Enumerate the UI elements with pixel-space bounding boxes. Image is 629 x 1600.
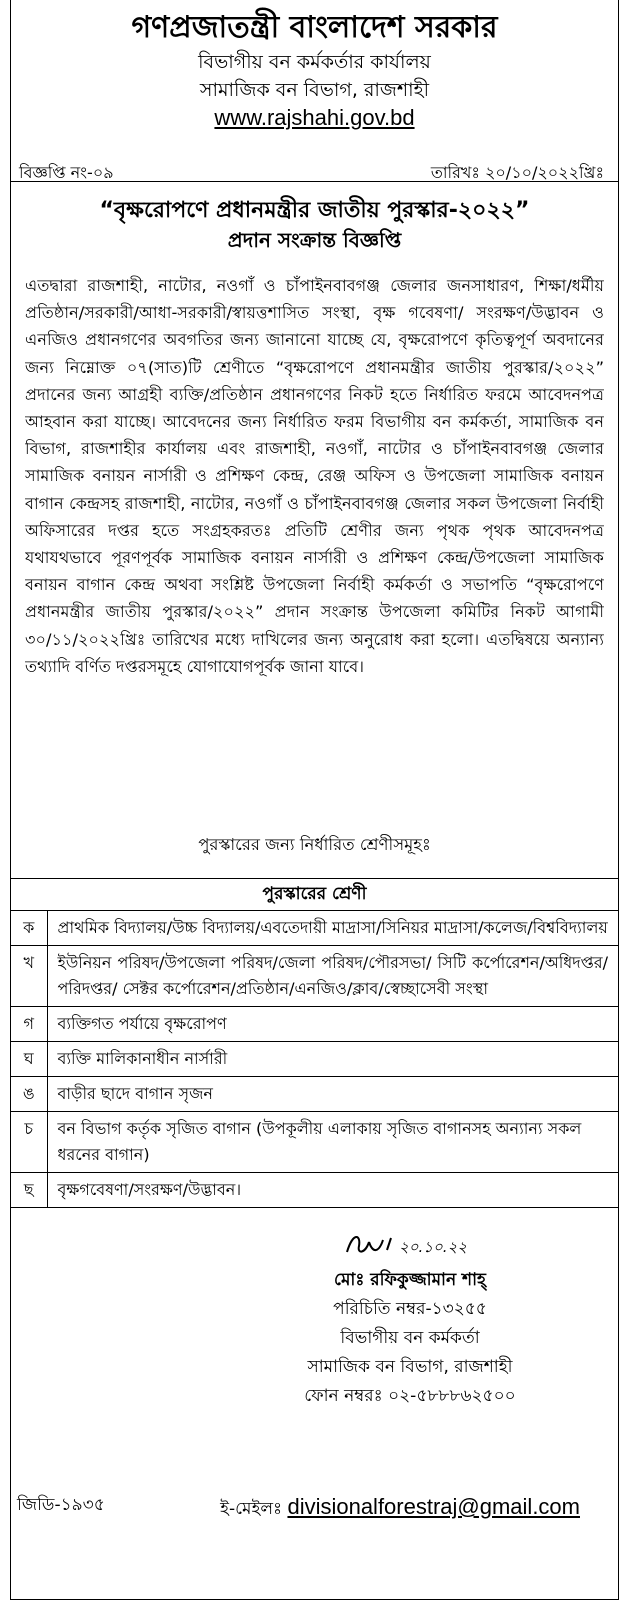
table-row — [11, 1112, 618, 1173]
category-letter: ঙ — [11, 1077, 47, 1112]
email-link[interactable]: divisionalforestraj@gmail.com — [287, 1494, 580, 1519]
notice-headline — [11, 196, 618, 254]
email-line — [220, 1494, 580, 1524]
notice-date: তারিখঃ ২০/১০/২০২২খ্রিঃ — [430, 163, 604, 182]
category-letter: ঘ — [11, 1042, 47, 1077]
category-text: বাড়ীর ছাদে বাগান সৃজন — [47, 1077, 618, 1112]
category-text: বন বিভাগ কর্তৃক সৃজিত বাগান (উপকূলীয় এলাকায় সৃজিত বাগানসহ অন্যান্য সকল ধরনের বাগান) — [47, 1112, 618, 1173]
table-header: পুরস্কারের শ্রেণী — [11, 879, 618, 911]
signature-date: ২০.১০.২২ — [399, 1238, 468, 1256]
office-name: বিভাগীয় বন কর্মকর্তার কার্যালয় — [198, 51, 431, 73]
table-row — [11, 1173, 618, 1208]
notice-body: এতদ্বারা রাজশাহী, নাটোর, নওগাঁ ও চাঁপাইনবাবগঞ্জ জেলার জনসাধারণ, শিক্ষা/ধর্মীয় প্রতিষ্ঠান/সরকারী/আধা-সরকারী/স্বায়ত্তশাসিত সংস্থা, বৃক্ষ গবেষণা/ সংরক্ষণ/উদ্ভাবন ও এনজিও প্রধানগণের অবগতির জন্য জানানো যাচ্ছে যে, বৃক্ষরোপণে কৃতিত্বপূর্ণ অবদানের জন্য নিম্নোক্ত ০৭(সাত)টি শ্রেণীতে “বৃক্ষরোপণে প্রধানমন্ত্রীর জাতীয় পুরস্কার/২০২২” প্রদানের জন্য আগ্রহী ব্যক্তি/প্রতিষ্ঠান প্রধানগণের নিকট হতে নির্ধারিত ফরমে আবেদনপত্র আহবান করা যাচ্ছে। আবেদনের জন্য নির্ধারিত ফরম বিভাগীয় বন কর্মকর্তা, সামাজিক বন বিভাগ, রাজশাহীর কার্যালয় এবং রাজশাহী, নওগাঁ, নাটোর ও চাঁপাইনবাবগঞ্জ জেলার সামাজিক বনায়ন নার্সারী ও প্রশিক্ষণ কেন্দ্র, রেঞ্জ অফিস ও উপজেলা সামাজিক বনায়ন বাগান কেন্দ্রসহ রাজশাহী, নাটোর, নওগাঁ ও চাঁপাইনবাবগঞ্জ জেলার সকল উপজেলা নির্বাহী অফিসারের দপ্তর হতে সংগ্রহকরতঃ প্রতিটি শ্রেণীর জন্য পৃথক পৃথক আবেদনপত্র যথাযথভাবে পূরণপূর্বক সামাজিক বনায়ন নার্সারী ও প্রশিক্ষণ কেন্দ্র/উপজেলা সামাজিক বনায়ন বাগান কেন্দ্র অথবা সংশ্লিষ্ট উপজেলা নির্বাহী কর্মকর্তা ও সভাপতি “বৃক্ষরোপণে প্রধানমন্ত্রীর জাতীয় পুরস্কার/২০২২” প্রদান সংক্রান্ত উপজেলা কমিটির নিকট আগামী ৩০/১১/২০২২খ্রিঃ তারিখের মধ্যে দাখিলের জন্য অনুরোধ করা হলো। এতদ্বিষয়ে অন্যান্য তথ্যাদি বর্ণিত দপ্তরসমূহে যোগাযোগপূর্বক জানা যাবে। — [25, 276, 604, 676]
category-letter: ছ — [11, 1173, 47, 1208]
table-row — [11, 911, 618, 946]
notice-number: বিজ্ঞপ্তি নং-০৯ — [19, 163, 114, 182]
signature-block — [11, 1208, 618, 1528]
category-text: ইউনিয়ন পরিষদ/উপজেলা পরিষদ/জেলা পরিষদ/পৌরসভা/ সিটি কর্পোরেশন/অধিদপ্তর/পরিদপ্তর/ সেক্টর কর্পোরেশন/প্রতিষ্ঠান/এনজিও/ক্লাব/স্বেচ্ছাসেবী সংস্থা — [47, 946, 618, 1007]
category-letter: চ — [11, 1112, 47, 1173]
signatory-designation: বিভাগীয় বন কর্মকর্তা — [340, 1328, 480, 1348]
division-name: সামাজিক বন বিভাগ, রাজশাহী — [199, 79, 430, 101]
notice-page — [10, 0, 619, 1600]
table-row — [11, 1077, 618, 1112]
notice-meta — [11, 138, 618, 182]
letterhead — [11, 0, 618, 132]
signatory-details — [250, 1266, 570, 1411]
categories-table — [11, 878, 618, 1208]
category-text: বৃক্ষগবেষণা/সংরক্ষণ/উদ্ভাবন। — [47, 1173, 618, 1208]
table-row — [11, 946, 618, 1007]
category-letter: গ — [11, 1007, 47, 1042]
table-row — [11, 1007, 618, 1042]
table-header-row — [11, 879, 618, 911]
headline-title: “বৃক্ষরোপণে প্রধানমন্ত্রীর জাতীয় পুরস্কার-২০২২” — [99, 198, 530, 223]
signatory-name: মোঃ রফিকুজ্জামান শাহ্ — [334, 1270, 486, 1290]
signatory-phone: ফোন নম্বরঃ ০২-৫৮৮৮৬২৫০০ — [304, 1386, 516, 1406]
government-title: গণপ্রজাতন্ত্রী বাংলাদেশ সরকার — [131, 10, 498, 45]
category-letter: খ — [11, 946, 47, 1007]
email-label: ই-মেইলঃ — [220, 1499, 283, 1519]
signatory-id: পরিচিতি নম্বর-১৩২৫৫ — [333, 1299, 487, 1319]
category-text: ব্যক্তি মালিকানাধীন নার্সারী — [47, 1042, 618, 1077]
table-row — [11, 1042, 618, 1077]
signatory-office: সামাজিক বন বিভাগ, রাজশাহী — [307, 1357, 513, 1377]
category-text: প্রাথমিক বিদ্যালয়/উচ্চ বিদ্যালয়/এবতেদায়ী মাদ্রাসা/সিনিয়র মাদ্রাসা/কলেজ/বিশ্ববিদ্যালয় — [47, 911, 618, 946]
category-letter: ক — [11, 911, 47, 946]
website-link[interactable]: www.rajshahi.gov.bd — [214, 105, 415, 130]
handwritten-signature — [343, 1224, 473, 1264]
gd-number: জিডি-১৯৩৫ — [17, 1495, 105, 1515]
categories-caption: পুরস্কারের জন্য নির্ধারিত শ্রেণীসমূহঃ — [198, 835, 431, 854]
category-text: ব্যক্তিগত পর্যায়ে বৃক্ষরোপণ — [47, 1007, 618, 1042]
headline-subtitle: প্রদান সংক্রান্ত বিজ্ঞপ্তি — [227, 228, 402, 252]
